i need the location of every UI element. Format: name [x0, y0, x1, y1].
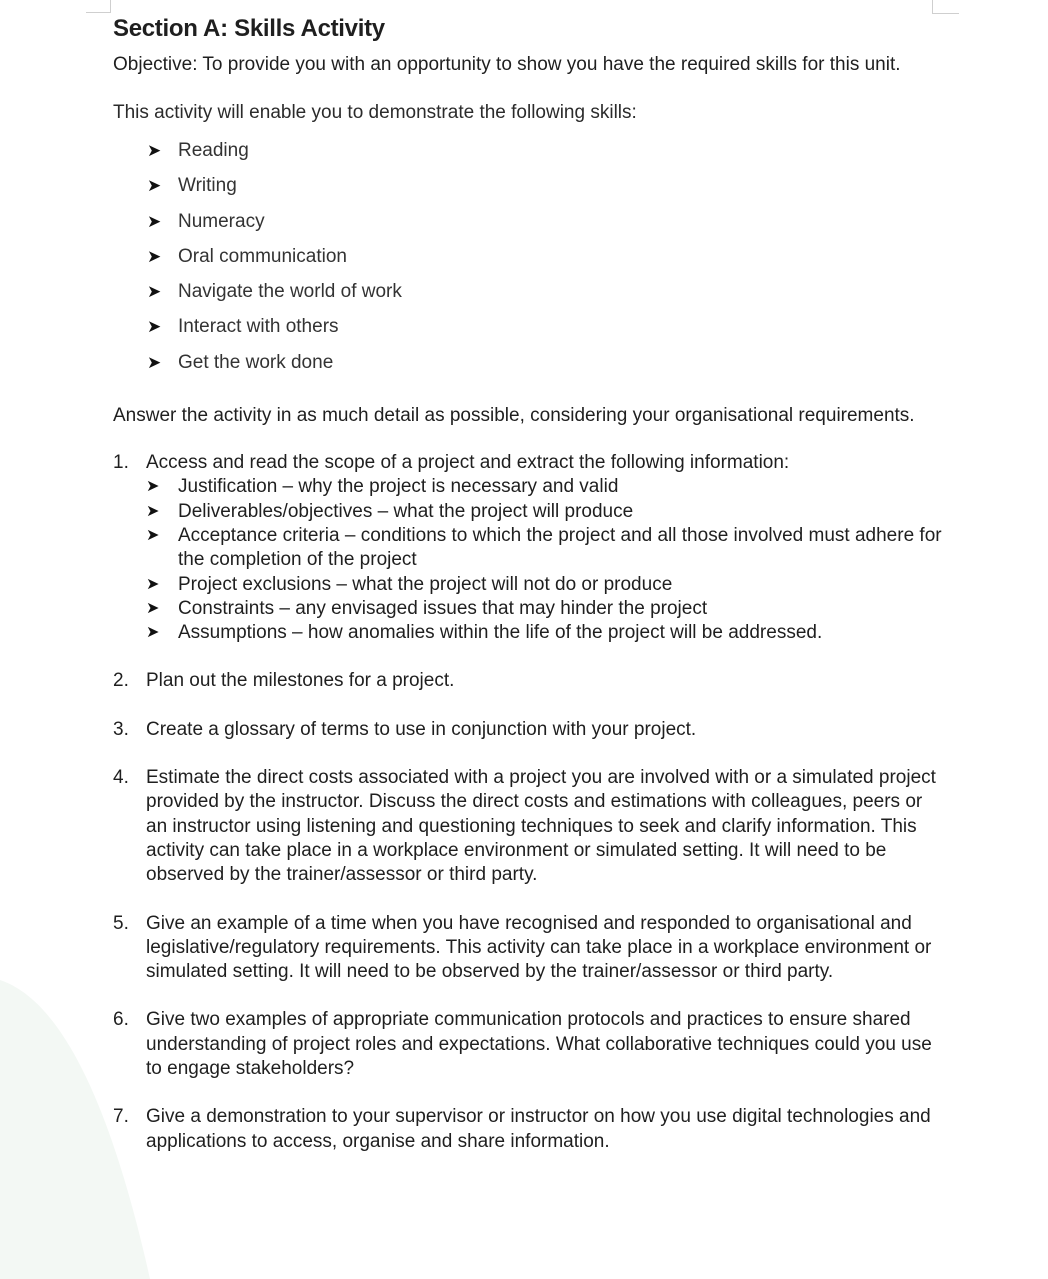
- task-text: Create a glossary of terms to use in conjunction with your project.: [146, 718, 697, 740]
- task-item-3: [113, 718, 943, 742]
- skill-item: ➤ Oral communication: [147, 239, 943, 274]
- arrow-bullet-icon: ➤: [147, 141, 162, 160]
- task-item-5: [113, 912, 943, 985]
- arrow-bullet-icon: ➤: [147, 246, 162, 266]
- task-item-1: [113, 451, 943, 645]
- task-item-2: [113, 669, 943, 693]
- arrow-bullet-icon: ➤: [146, 599, 160, 617]
- task-text: Give an example of a time when you have recognised and responded to organisational and legislative/regulatory requirements. This activity can take place in a workplace environment or simulated setting. It will need to be observed by the trainer/assessor or third party.: [146, 912, 932, 983]
- arrow-bullet-icon: ➤: [147, 317, 162, 337]
- task-number: 3.: [113, 718, 129, 740]
- task-list: [113, 451, 943, 1154]
- page-corner-mark-left: [86, 0, 111, 13]
- sublist-item: ➤ Assumptions – how anomalies within the life of the project will be addressed.: [146, 621, 943, 645]
- task-number: 4.: [113, 767, 129, 789]
- task-text: Estimate the direct costs associated with a project you are involved with or a simulated project provided by the instructor. Discuss the direct costs and estimations with colleagues, peers or an instructor using listening and questioning techniques to seek and clarify information. This activity can take place in a workplace environment or simulated setting. It will need to be observed by the trainer/assessor or third party.: [146, 767, 936, 886]
- skills-list: [113, 133, 943, 380]
- arrow-bullet-icon: ➤: [146, 575, 160, 593]
- arrow-bullet-icon: ➤: [147, 211, 162, 231]
- task-number: 7.: [113, 1106, 129, 1128]
- skill-item: ➤ Navigate the world of work: [147, 274, 943, 309]
- arrow-bullet-icon: ➤: [146, 624, 160, 642]
- task-number: 1.: [113, 452, 129, 474]
- task-item-7: [113, 1105, 943, 1154]
- skill-item: ➤ Reading: [147, 133, 943, 168]
- task-number: 2.: [113, 670, 129, 692]
- task-item-6: [113, 1008, 943, 1081]
- skill-item: ➤ Writing: [147, 168, 943, 203]
- arrow-bullet-icon: ➤: [146, 526, 160, 544]
- arrow-bullet-icon: ➤: [146, 478, 160, 496]
- skill-item: ➤ Numeracy: [147, 204, 943, 239]
- section-title: Section A: Skills Activity: [113, 15, 385, 42]
- task-item-4: [113, 766, 943, 887]
- task-number: 6.: [113, 1009, 129, 1031]
- skill-item: ➤ Interact with others: [147, 309, 943, 344]
- task-text: Give two examples of appropriate communication protocols and practices to ensure shared understanding of project roles and expectations. What collaborative techniques could you use to engage stakeholders?: [146, 1009, 932, 1080]
- skill-item: ➤ Get the work done: [147, 345, 943, 380]
- skills-intro: This activity will enable you to demonstrate the following skills:: [113, 102, 637, 123]
- arrow-bullet-icon: ➤: [147, 352, 162, 372]
- arrow-bullet-icon: ➤: [147, 282, 162, 302]
- sublist-item: ➤ Constraints – any envisaged issues that may hinder the project: [146, 597, 943, 621]
- objective-text: Objective: To provide you with an opportunity to show you have the required skills for this unit.: [113, 54, 901, 75]
- task-text: Give a demonstration to your supervisor or instructor on how you use digital technologies and applications to access, organise and share information.: [146, 1106, 931, 1152]
- task-1-sublist: [146, 475, 943, 645]
- sublist-item: ➤ Project exclusions – what the project will not do or produce: [146, 573, 943, 597]
- task-number: 5.: [113, 912, 129, 934]
- answer-instructions: Answer the activity in as much detail as possible, considering your organisational requirements.: [113, 405, 915, 427]
- sublist-item: ➤ Acceptance criteria – conditions to which the project and all those involved must adhere for the completion of the project: [146, 524, 942, 571]
- arrow-bullet-icon: ➤: [147, 176, 162, 196]
- arrow-bullet-icon: ➤: [146, 502, 160, 520]
- task-text: Plan out the milestones for a project.: [146, 670, 455, 692]
- task-text: Access and read the scope of a project and extract the following information:: [146, 452, 790, 474]
- document-body: [113, 14, 943, 1178]
- sublist-item: ➤ Deliverables/objectives – what the project will produce: [146, 500, 943, 524]
- sublist-item: ➤ Justification – why the project is necessary and valid: [146, 475, 943, 499]
- page-corner-mark-right: [932, 0, 959, 14]
